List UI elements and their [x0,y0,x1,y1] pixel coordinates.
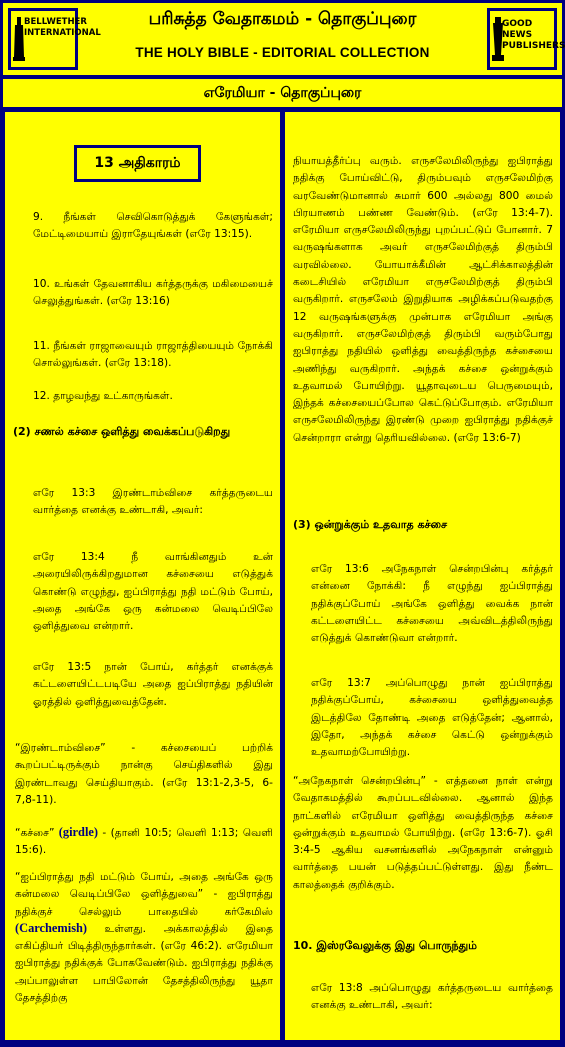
verse-13-6: எரே 13:6 அநேகநாள் சென்றபின்பு கர்த்தர் என்னை நோக்கி: நீ எழுந்து ஐப்பிராத்து நதிக்குப்போய் அங்கே ஒளித்து வைக்க நான் கட்டளையிட்ட கச்சையை அவ்விடத்திலிருந்து எடுத்துக் கொண்டுவா என்றார். [311,563,553,645]
book-subheader: எரேமியா - தொகுப்புரை [3,79,562,107]
point-11: 11. நீங்கள் ராஜாவையும் ராஜாத்தியையும் நோக்கி சொல்லுங்கள். (எரே 13:18). [33,340,273,370]
bellwether-logo-text: BELLWETHER INTERNATIONAL [24,17,101,38]
note-many-days: “அநேகநாள் சென்றபின்பு” - எத்தனை நாள் என்று வேதாகமத்தில் கூறப்படவில்லை. ஆனால் இந்த நாட்களில் எரேமியா ஒளித்து வைத்திருந்த கச்சை ஒன்றுக்கும் உதவாமல் போயிற்று. (எரே 13:6-7). ஓசி 3:4-5 ஆகிய வசனங்களில் அநேகநாள் என்னும் வார்த்தை பயன் படுத்தப்பட்டுள்ளது. இது நீண்ட காலத்தைக் குறிக்கும். [293,775,553,891]
right-column [285,112,560,1040]
verse-13-5: எரே 13:5 நான் போய், கர்த்தர் எனக்குக் கட்டளையிட்டபடியே அதை ஐப்பிராத்து நதியின் ஓரத்தில் ஒளித்துவைத்தேன். [33,661,273,708]
header-title-english: THE HOLY BIBLE - EDITORIAL COLLECTION [135,45,430,60]
chapter-badge: 13 அதிகாரம் [74,145,201,182]
girdle-term: (girdle) [58,825,99,839]
verse-13-8: எரே 13:8 அப்பொழுது கர்த்தருடைய வார்த்தை எனக்கு உண்டாகி, அவர்: [311,982,553,1012]
page-header [3,3,565,75]
verse-13-3: எரே 13:3 இரண்டாம்விசை கர்த்தருடைய வார்த்தை எனக்கு உண்டாகி, அவர்: [33,487,273,517]
bellwether-logo [8,8,101,70]
good-news-logo-text: GOOD NEWS PUBLISHERS [502,19,565,51]
point-9: 9. நீங்கள் செவிகொடுத்துக் கேளுங்கள்; மேட்டிமையாய் இராதேயுங்கள் (எரே 13:15). [33,211,273,241]
section-heading-3: (3) ஒன்றுக்கும் உதவாத கச்சை [293,518,448,531]
header-title-tamil: பரிசுத்த வேதாகமம் - தொகுப்புரை [148,9,417,29]
note-second-time: “இரண்டாம்விசை” - கச்சையைப் பற்றிக் கூறப்பட்டிருக்கும் நான்கு செய்திகளில் இது இரண்டாவது செய்தியாகும். (எரே 13:1-2,3-5, 6-7,8-11). [15,742,273,806]
note-girdle: “கச்சை” (girdle) - (தானி 10:5; வெளி 1:13; வெளி 15:6). [15,825,273,857]
carchemish-term: (Carchemish) [15,920,88,935]
section-heading-10: 10. இஸ்ரவேலுக்கு இது பொருந்தும் [293,939,477,952]
point-10: 10. உங்கள் தேவனாகிய கர்த்தருக்கு மகிமையைச் செலுத்துங்கள். (எரே 13:16) [33,278,273,308]
section-heading-2: (2) சணல் கச்சை ஒளித்து வைக்கப்படுகிறது [13,425,231,438]
point-12: 12. தாழவந்து உட்காருங்கள். [33,390,173,402]
note-euphrates: “ஐப்பிராத்து நதி மட்டும் போய், அதை அங்கே ஒரு கன்மலை வெடிப்பிலே ஒளித்துவை” - ஐபிராத்து நதிக்குச் செல்லும் பாதையில் கர்கேமிஸ் (Carchemish) உள்ளது. அக்காலத்தில் இதை எகிப்தியர் பிடித்திருந்தார்கள். (எரே 46:2). எரேமியா ஐபிராத்து நதிக்குக் போகவேண்டும். ஐபிராத்து நதிக்கு அப்பாலுள்ள பாபிலோன் தேசத்திலிருந்து யூதா தேசத்திற்கு [15,871,273,1005]
commentary-journey: நியாயத்தீர்ப்பு வரும். எருசலேமிலிருந்து ஐபிராத்து நதிக்கு போய்விட்டு, திரும்பவும் எருசலேமிற்கு வரவேண்டுமானால் சுமார் 600 அல்லது 800 மைல் பிரயாணம் பண்ண வேண்டும். (எரே 13:4-7). எரேமியா எருசலேமிலிருந்து புறப்பட்டுப் போனார். 7 வருஷங்களாக அவர் எருசலேமிற்குத் திரும்பி வரவில்லை. யோயாக்கீமின் ஆட்சிக்காலத்தின் கடைசியில் எரேமியா எருசலேமிற்குத் திரும்பி வருகிறார். எருசலேம் இறுதியாக அழிக்கப்படுவதற்கு 12 வருஷங்களுக்கு முன்பாக எரேமியா அங்கு வருகிறார். எருசலேமிற்குத் திரும்பி வரும்போது ஐபிராத்து நதியில் ஒளித்து வைத்திருந்த கச்சையை அணிந்து வருகிறார். அந்தக் கச்சை ஒன்றுக்கும் உதவாமல் போயிற்று. யூதாவுடைய பெருமையும், இந்தக் கச்சையைப்போல கெட்டுப்போகும். எரேமியா எருசலேமிலிருந்து இரண்டு முறை ஐபிராத்து நதிக்குச் சென்றாரா என்று தெரியவில்லை. (எரே 13:6-7) [293,155,553,444]
verse-13-7: எரே 13:7 அப்பொழுது நான் ஐப்பிராத்து நதிக்குப்போய், கச்சையை ஒளித்துவைத்த இடத்திலே தோண்டி அதை எடுத்தேன்; ஆனால், இதோ, அந்தக் கச்சை கெட்டு ஒன்றுக்கும் உதவாமற்போயிற்று. [311,677,553,759]
verse-13-4: எரே 13:4 நீ வாங்கினதும் உன் அரையிலிருக்கிறதுமான கச்சையை எடுத்துக் கொண்டு எழுந்து, ஐப்பிராத்து நதி மட்டும் போய், அதை அங்கே ஒரு கன்மலை வெடிப்பிலே ஒளித்துவை என்றார். [33,551,273,633]
left-column [5,112,280,1040]
good-news-logo [487,8,565,70]
